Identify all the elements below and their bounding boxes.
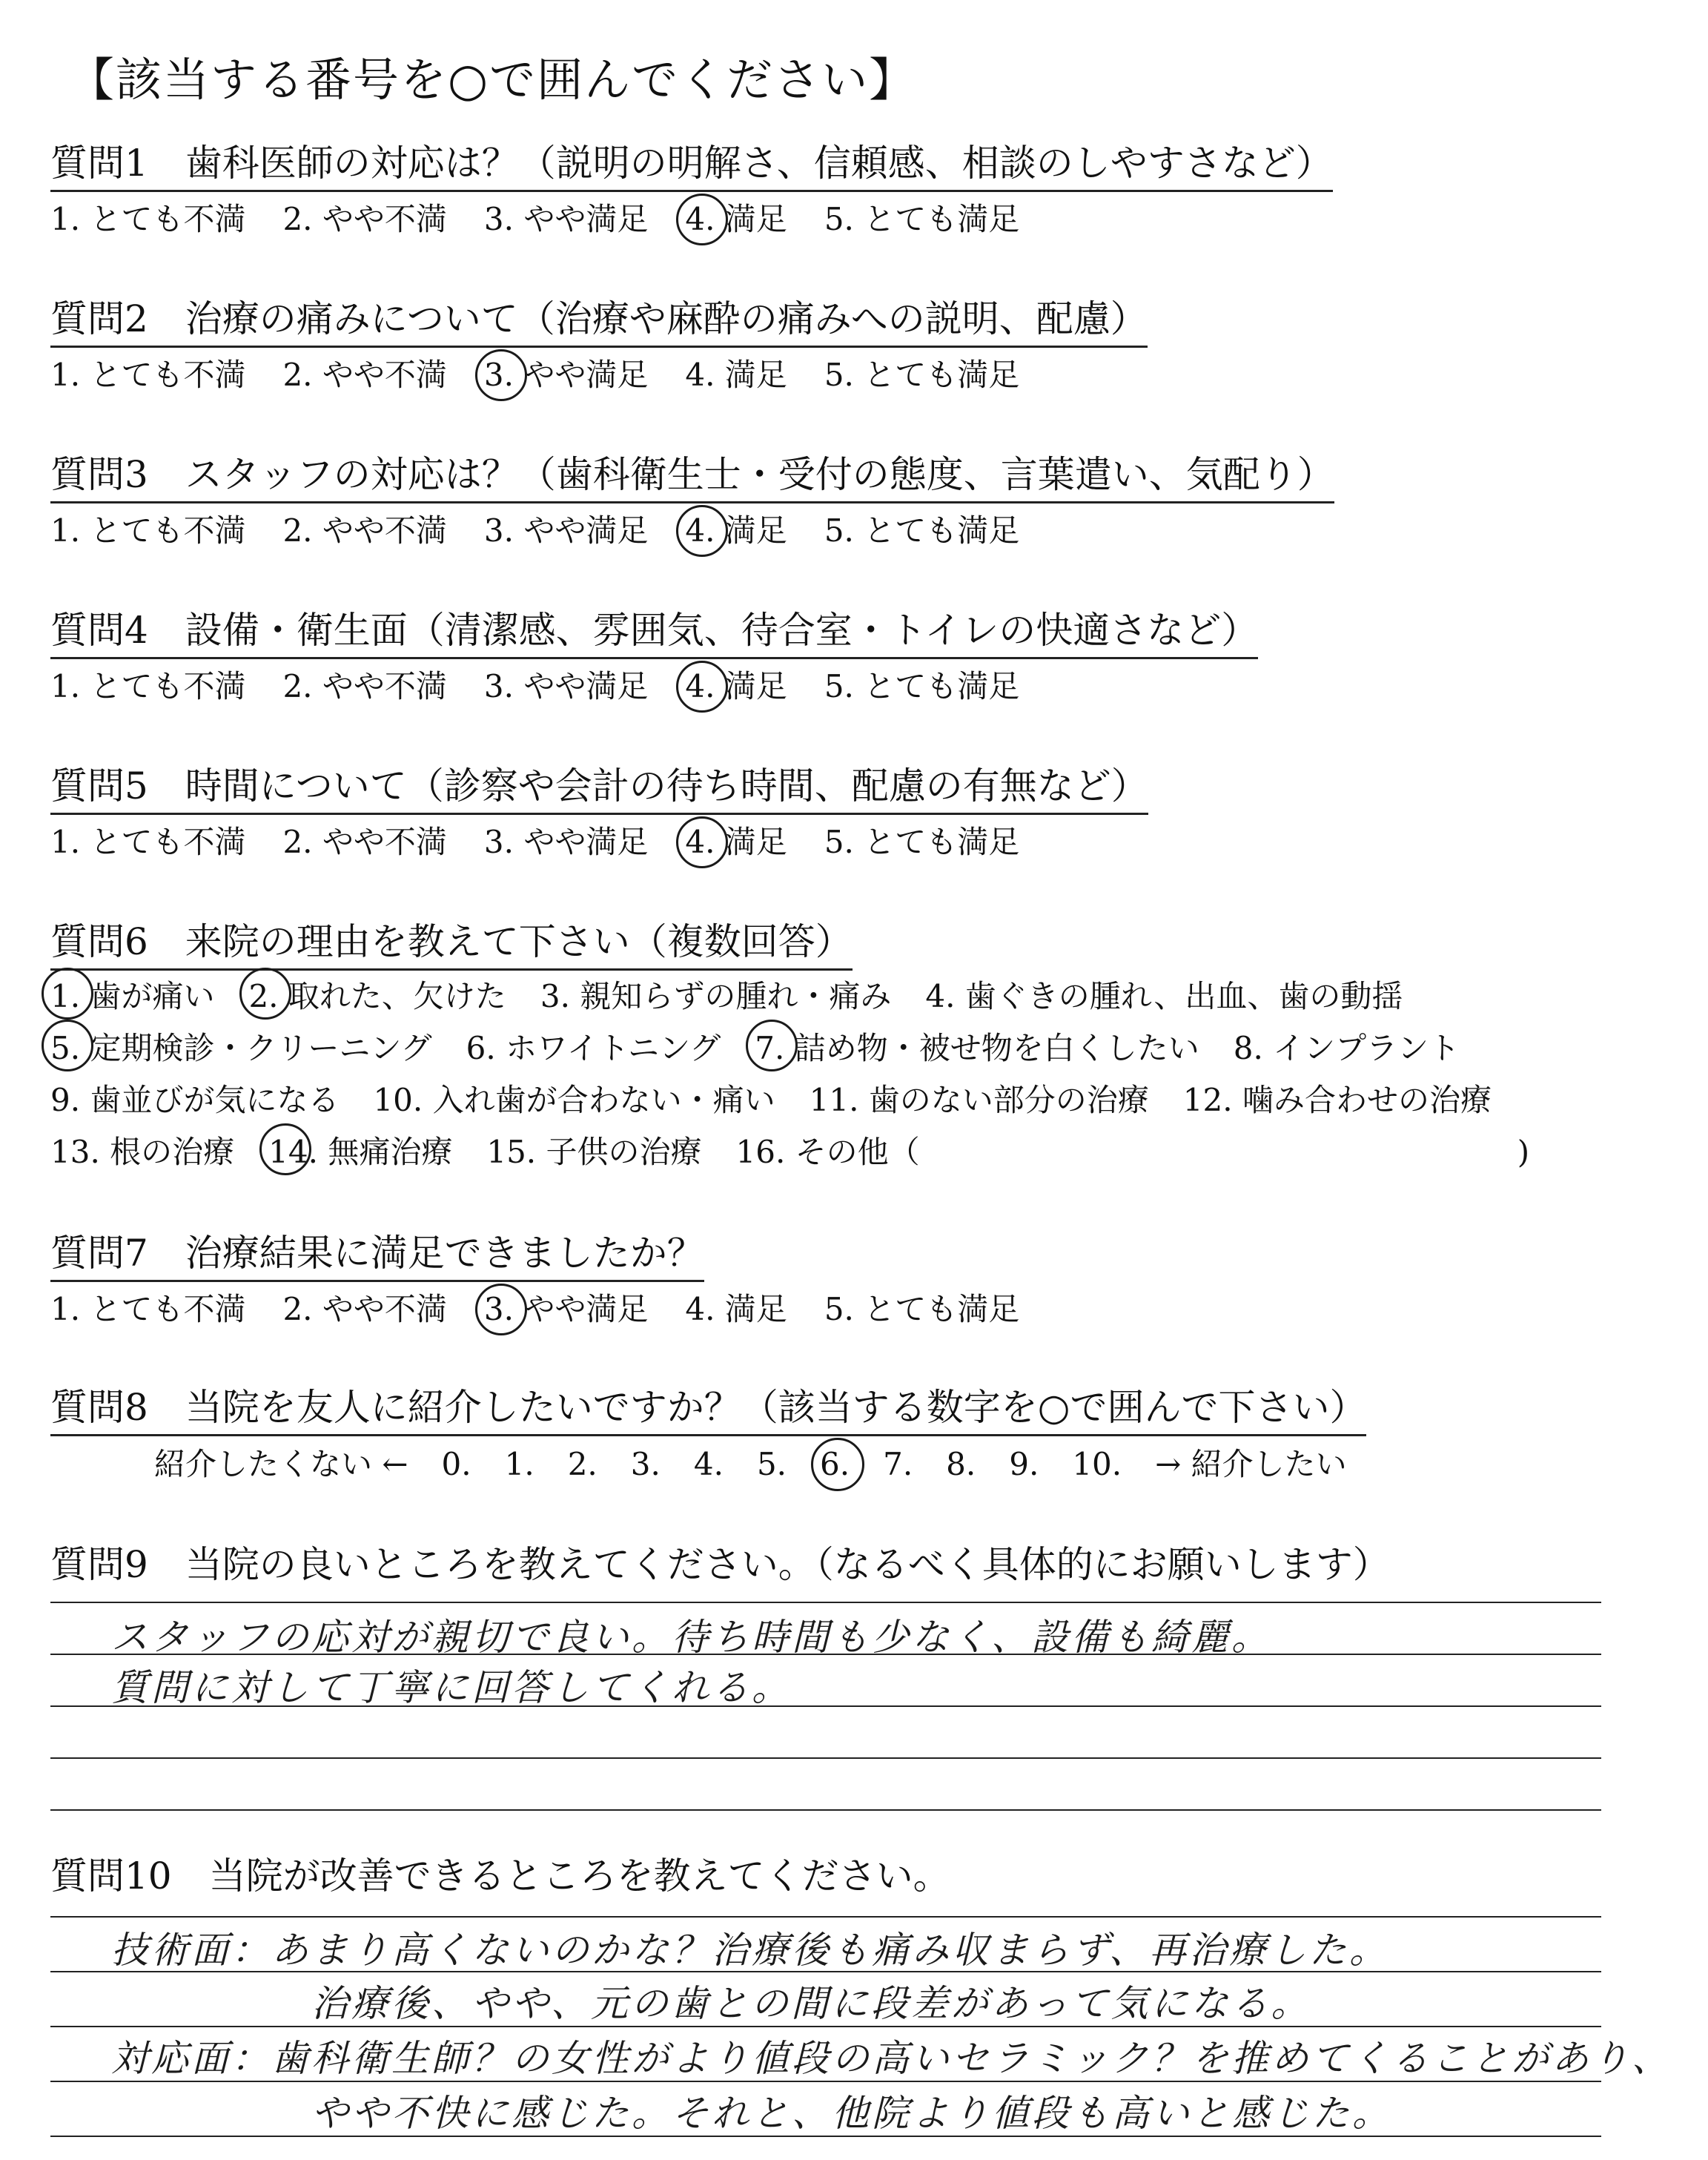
q10-answer-line-2: 治療後、やや、元の歯との間に段差があって気になる。	[311, 1982, 1311, 2025]
q8-scale-1[interactable]: 1.	[504, 1446, 534, 1482]
q5-option-2[interactable]: 2. やや不満	[282, 824, 447, 860]
q6-option-6[interactable]: 6. ホワイトニング	[466, 1030, 721, 1066]
q2-option-2[interactable]: 2. やや不満	[282, 357, 447, 393]
question-3-heading: 質問3 スタッフの対応は？（歯科衛生士・受付の態度、言葉遣い、気配り）	[50, 452, 1334, 503]
question-1-options	[50, 196, 1333, 242]
q7-option-1[interactable]: 1. とても不満	[50, 1291, 246, 1327]
q1-option-4-selected[interactable]: 4. 満足	[685, 196, 787, 242]
q3-option-4-selected[interactable]: 4. 満足	[685, 508, 787, 554]
q6-option-10[interactable]: 10. 入れ歯が合わない・痛い	[373, 1082, 775, 1118]
question-3-options	[50, 508, 1334, 554]
question-9	[50, 1542, 1390, 1591]
question-7	[50, 1231, 1056, 1332]
question-6-options	[50, 971, 1529, 1178]
q3-option-1[interactable]: 1. とても不満	[50, 512, 246, 549]
q4-option-2[interactable]: 2. やや不満	[282, 668, 447, 704]
q8-scale	[154, 1442, 1380, 1487]
q6-option-9[interactable]: 9. 歯並びが気になる	[50, 1082, 340, 1118]
q8-scale-8[interactable]: 8.	[946, 1446, 976, 1482]
q6-row-3	[50, 1074, 1529, 1126]
q2-option-1[interactable]: 1. とても不満	[50, 357, 246, 393]
q6-option-8[interactable]: 8. インプラント	[1233, 1030, 1460, 1066]
q3-option-5[interactable]: 5. とても満足	[824, 512, 1020, 549]
question-8	[50, 1385, 1380, 1487]
q5-option-3[interactable]: 3. やや満足	[483, 824, 649, 860]
q7-option-5[interactable]: 5. とても満足	[824, 1291, 1020, 1327]
question-3	[50, 452, 1334, 554]
page-title: 【該当する番号を○で囲んでください】	[68, 53, 917, 107]
question-4-options	[50, 664, 1258, 710]
q6-option-12[interactable]: 12. 噛み合わせの治療	[1182, 1082, 1492, 1118]
q2-option-4[interactable]: 4. 満足	[685, 357, 787, 393]
q6-option-1-selected[interactable]: 1. 歯が痛い	[50, 971, 214, 1023]
q6-option-3[interactable]: 3. 親知らずの腫れ・痛み	[540, 978, 892, 1014]
q5-option-5[interactable]: 5. とても満足	[824, 824, 1020, 860]
q4-option-1[interactable]: 1. とても不満	[50, 668, 246, 704]
q7-option-4[interactable]: 4. 満足	[685, 1291, 787, 1327]
q6-option-13[interactable]: 13. 根の治療	[50, 1134, 235, 1170]
q5-option-4-selected[interactable]: 4. 満足	[685, 819, 787, 865]
q10-answer-line-1: 技術面：あまり高くないのかな？治療後も痛み収まらず、再治療した。	[111, 1929, 1389, 1972]
q9-answer-line-2: 質問に対して丁寧に回答してくれる。	[111, 1666, 792, 1709]
q8-scale-10[interactable]: 10.	[1072, 1446, 1122, 1482]
q1-option-1[interactable]: 1. とても不満	[50, 201, 246, 237]
q6-option-2-selected[interactable]: 2. 取れた、欠けた	[248, 971, 506, 1023]
q3-option-3[interactable]: 3. やや満足	[483, 512, 649, 549]
question-2-heading: 質問2 治療の痛みについて（治療や麻酔の痛みへの説明、配慮）	[50, 297, 1148, 348]
q8-scale-3[interactable]: 3.	[630, 1446, 661, 1482]
question-6	[50, 919, 1529, 1178]
q6-row-2	[50, 1023, 1529, 1074]
q6-option-14-selected[interactable]: 14. 無痛治療	[268, 1126, 452, 1178]
q1-option-5[interactable]: 5. とても満足	[824, 201, 1020, 237]
q8-right-label: → 紹介したい	[1155, 1446, 1347, 1482]
q6-option-15[interactable]: 15. 子供の治療	[486, 1134, 702, 1170]
q5-option-1[interactable]: 1. とても不満	[50, 824, 246, 860]
question-4	[50, 608, 1258, 710]
q1-option-3[interactable]: 3. やや満足	[483, 201, 649, 237]
q8-scale-4[interactable]: 4.	[693, 1446, 724, 1482]
q8-scale-2[interactable]: 2.	[567, 1446, 598, 1482]
question-1	[50, 141, 1333, 242]
question-9-heading: 質問9 当院の良いところを教えてください。（なるべく具体的にお願いします）	[50, 1543, 1390, 1586]
question-10-heading: 質問10 当院が改善できるところを教えてください。	[50, 1855, 950, 1898]
q2-option-5[interactable]: 5. とても満足	[824, 357, 1020, 393]
q2-option-3-selected[interactable]: 3. やや満足	[484, 352, 648, 398]
question-10	[50, 1854, 950, 1903]
question-5-options	[50, 819, 1148, 865]
question-7-options	[50, 1287, 1056, 1332]
q8-scale-6-selected[interactable]: 6.	[820, 1442, 850, 1487]
q6-option-7-selected[interactable]: 7. 詰め物・被せ物を白くしたい	[755, 1023, 1199, 1074]
question-5	[50, 764, 1148, 865]
q8-scale-9[interactable]: 9.	[1009, 1446, 1039, 1482]
question-2-options	[50, 352, 1148, 398]
question-7-heading: 質問7 治療結果に満足できましたか？	[50, 1231, 704, 1282]
q7-option-2[interactable]: 2. やや不満	[282, 1291, 447, 1327]
q8-scale-5[interactable]: 5.	[756, 1446, 787, 1482]
q8-scale-0[interactable]: 0.	[441, 1446, 471, 1482]
q4-option-3[interactable]: 3. やや満足	[483, 668, 649, 704]
q4-option-5[interactable]: 5. とても満足	[824, 668, 1020, 704]
question-8-heading: 質問8 当院を友人に紹介したいですか？（該当する数字を○で囲んで下さい）	[50, 1385, 1366, 1436]
q6-row-1	[50, 971, 1529, 1023]
q6-option-16[interactable]: 16. その他（	[735, 1134, 920, 1170]
q8-scale-7[interactable]: 7.	[883, 1446, 913, 1482]
q6-option-4[interactable]: 4. 歯ぐきの腫れ、出血、歯の動揺	[925, 978, 1403, 1014]
q6-other-close-paren: )	[1517, 1134, 1530, 1170]
q1-option-2[interactable]: 2. やや不満	[282, 201, 447, 237]
q4-option-4-selected[interactable]: 4. 満足	[685, 664, 787, 710]
question-2	[50, 297, 1148, 398]
q3-option-2[interactable]: 2. やや不満	[282, 512, 447, 549]
q10-answer-line-4: やや不快に感じた。それと、他院より値段も高いと感じた。	[311, 2092, 1392, 2135]
q10-answer-line-3: 対応面：歯科衛生師？の女性がより値段の高いセラミック？を推めてくることがあり、	[111, 2037, 1672, 2080]
q7-option-3-selected[interactable]: 3. やや満足	[484, 1287, 648, 1332]
question-5-heading: 質問5 時間について（診察や会計の待ち時間、配慮の有無など）	[50, 764, 1148, 815]
q6-row-4	[50, 1126, 1529, 1178]
q8-left-label: 紹介したくない ←	[154, 1446, 408, 1482]
q6-option-11[interactable]: 11. 歯のない部分の治療	[809, 1082, 1149, 1118]
q9-answer-line-1: スタッフの応対が親切で良い。待ち時間も少なく、設備も綺麗。	[111, 1616, 1271, 1659]
q6-option-5-selected[interactable]: 5. 定期検診・クリーニング	[50, 1023, 432, 1074]
question-1-heading: 質問1 歯科医師の対応は？（説明の明解さ、信頼感、相談のしやすさなど）	[50, 141, 1333, 192]
question-6-heading: 質問6 来院の理由を教えて下さい（複数回答）	[50, 919, 853, 971]
question-4-heading: 質問4 設備・衛生面（清潔感、雰囲気、待合室・トイレの快適さなど）	[50, 608, 1258, 659]
